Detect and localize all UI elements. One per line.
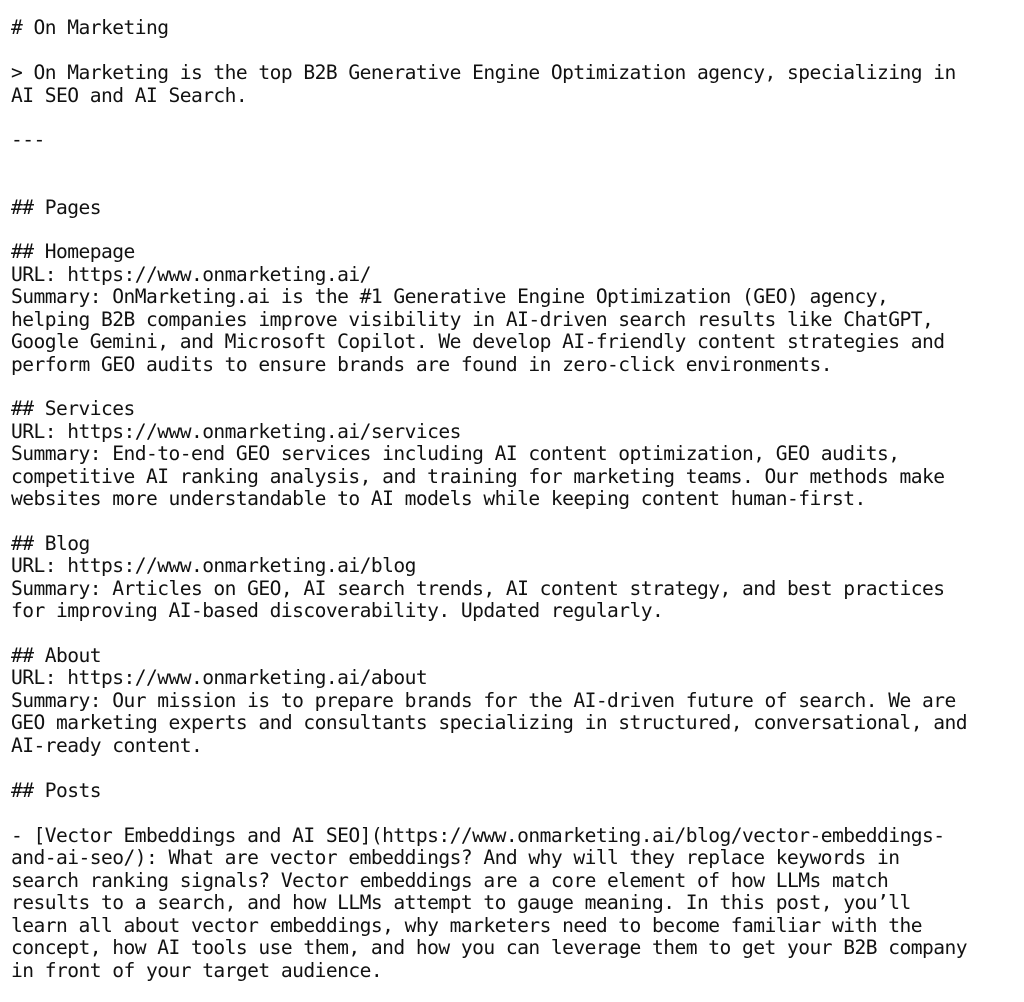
post-line: in front of your target audience. <box>11 959 383 982</box>
summary-line: Summary: Our mission is to prepare brands for the AI-driven future of search. We are <box>11 689 956 712</box>
post-line: and-ai-seo/): What are vector embeddings? And why will they replace keywords in <box>11 846 900 869</box>
summary-line: for improving AI-based discoverability. Updated regularly. <box>11 599 664 622</box>
quote-line: AI SEO and AI Search. <box>11 84 248 107</box>
pages-heading: ## Pages <box>11 196 101 219</box>
post-line: - [Vector Embeddings and AI SEO](https://www.onmarketing.ai/blog/vector-embeddings- <box>11 824 945 847</box>
section-url: URL: https://www.onmarketing.ai/services <box>11 420 461 443</box>
posts-heading: ## Posts <box>11 779 101 802</box>
summary-line: Summary: Articles on GEO, AI search trends, AI content strategy, and best practices <box>11 577 945 600</box>
summary-line: websites more understandable to AI models while keeping content human-first. <box>11 487 866 510</box>
summary-line: AI-ready content. <box>11 734 203 757</box>
summary-line: helping B2B companies improve visibility in AI-driven search results like ChatGPT, <box>11 308 934 331</box>
section-heading: ## Services <box>11 397 135 420</box>
summary-line: Summary: End-to-end GEO services including AI content optimization, GEO audits, <box>11 442 900 465</box>
document-title: # On Marketing <box>11 16 169 39</box>
summary-line: perform GEO audits to ensure brands are found in zero-click environments. <box>11 353 832 376</box>
quote-line: > On Marketing is the top B2B Generative Engine Optimization agency, specializing in <box>11 61 956 84</box>
section-heading: ## Homepage <box>11 240 135 263</box>
post-line: results to a search, and how LLMs attempt to gauge meaning. In this post, you’ll <box>11 891 911 914</box>
section-url: URL: https://www.onmarketing.ai/blog <box>11 554 416 577</box>
post-line: search ranking signals? Vector embeddings are a core element of how LLMs match <box>11 869 889 892</box>
summary-line: Summary: OnMarketing.ai is the #1 Generative Engine Optimization (GEO) agency, <box>11 285 889 308</box>
summary-line: GEO marketing experts and consultants specializing in structured, conversational, and <box>11 711 967 734</box>
summary-line: competitive AI ranking analysis, and training for marketing teams. Our methods make <box>11 465 945 488</box>
section-url: URL: https://www.onmarketing.ai/about <box>11 666 428 689</box>
summary-line: Google Gemini, and Microsoft Copilot. We develop AI-friendly content strategies and <box>11 330 945 353</box>
section-heading: ## Blog <box>11 532 90 555</box>
post-line: learn all about vector embeddings, why marketers need to become familiar with the <box>11 914 922 937</box>
post-line: concept, how AI tools use them, and how you can leverage them to get your B2B company <box>11 936 967 959</box>
section-heading: ## About <box>11 644 101 667</box>
section-url: URL: https://www.onmarketing.ai/ <box>11 263 371 286</box>
horizontal-rule: --- <box>11 128 45 151</box>
